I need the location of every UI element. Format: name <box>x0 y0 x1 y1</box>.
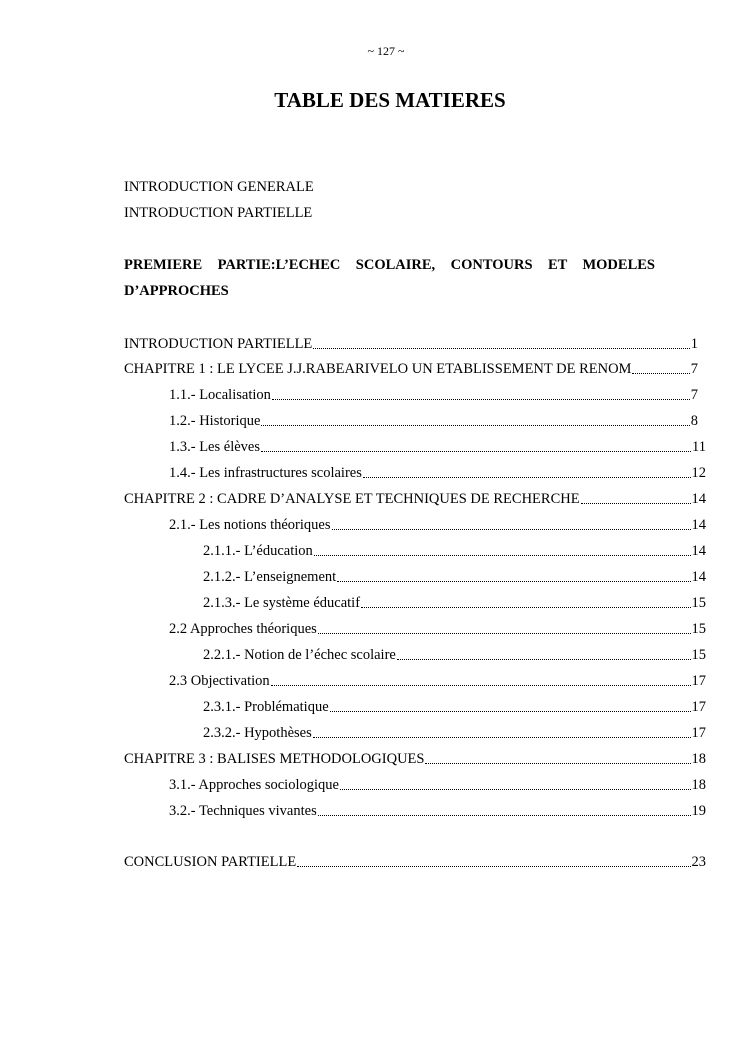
toc-entry-label: CHAPITRE 3 : BALISES METHODOLOGIQUES <box>124 751 425 767</box>
toc-entry-page: 17 <box>691 725 706 741</box>
toc-entry[interactable] <box>169 670 706 690</box>
toc-entry-label: CONCLUSION PARTIELLE <box>124 854 297 870</box>
toc-entry-page: 14 <box>691 543 706 559</box>
toc-entry[interactable] <box>203 696 706 716</box>
intro-general: INTRODUCTION GENERALE <box>124 179 314 195</box>
dot-leader <box>318 815 691 816</box>
toc-entry[interactable] <box>169 462 706 482</box>
toc-entry-label: 1.4.- Les infrastructures scolaires <box>169 465 362 481</box>
toc-entry-label: 3.2.- Techniques vivantes <box>169 803 317 819</box>
toc-entry-label: 3.1.- Approches sociologique <box>169 777 339 793</box>
dot-leader <box>363 477 691 478</box>
dot-leader <box>272 399 690 400</box>
toc-entry-label: 1.2.- Historique <box>169 413 261 429</box>
dot-leader <box>340 789 691 790</box>
dot-leader <box>425 763 690 764</box>
dot-leader <box>261 451 691 452</box>
toc-entry-label: 1.3.- Les élèves <box>169 439 260 455</box>
toc-entry-page: 7 <box>690 387 698 403</box>
toc-entry[interactable] <box>169 514 706 534</box>
toc-entry-label: 2.1.3.- Le système éducatif <box>203 595 361 611</box>
toc-entry-label: 2.1.1.- L’éducation <box>203 543 313 559</box>
toc-entry-page: 11 <box>692 439 706 455</box>
toc-entry-page: 18 <box>691 751 706 767</box>
toc-entry-page: 14 <box>691 569 706 585</box>
toc-entry-label: 1.1.- Localisation <box>169 387 271 403</box>
dot-leader <box>297 866 690 867</box>
toc-entry[interactable] <box>124 488 706 508</box>
toc-entry-page: 12 <box>691 465 706 481</box>
toc-entry-label: 2.3.2.- Hypothèses <box>203 725 312 741</box>
toc-entry[interactable] <box>203 566 706 586</box>
dot-leader <box>632 373 689 374</box>
toc-entry-page: 23 <box>691 854 706 870</box>
toc-entry-label: CHAPITRE 1 : LE LYCEE J.J.RABEARIVELO UN ETABLISSEMENT DE RENOM <box>124 361 632 377</box>
dot-leader <box>330 711 691 712</box>
toc-entry-page: 17 <box>691 699 706 715</box>
toc-entry[interactable] <box>203 540 706 560</box>
dot-leader <box>318 633 691 634</box>
toc-entry-label: 2.1.2.- L’enseignement <box>203 569 337 585</box>
dot-leader <box>361 607 690 608</box>
toc-entry[interactable] <box>124 333 698 353</box>
toc-entry-page: 17 <box>691 673 706 689</box>
toc-entry[interactable] <box>169 618 706 638</box>
page-title: TABLE DES MATIERES <box>274 88 506 112</box>
toc-entry[interactable] <box>124 748 706 768</box>
toc-entry-label: 2.3 Objectivation <box>169 673 270 689</box>
intro-partial: INTRODUCTION PARTIELLE <box>124 205 313 221</box>
page-number: ~ 127 ~ <box>367 44 405 58</box>
toc-entry-page: 18 <box>691 777 706 793</box>
toc-entry-page: 15 <box>691 647 706 663</box>
dot-leader <box>261 425 689 426</box>
part-heading: PREMIERE PARTIE:L’ECHEC SCOLAIRE, CONTOURS ET MODELES D’APPROCHES <box>124 257 655 299</box>
dot-leader <box>271 685 691 686</box>
toc-entry-page: 7 <box>690 361 698 377</box>
toc-entry-page: 19 <box>691 803 706 819</box>
toc-entry-page: 15 <box>691 621 706 637</box>
dot-leader <box>314 555 691 556</box>
toc-entry[interactable] <box>169 410 698 430</box>
toc-entry-label: INTRODUCTION PARTIELLE <box>124 336 313 352</box>
toc-entry-page: 8 <box>690 413 698 429</box>
toc-entry[interactable] <box>169 800 706 820</box>
toc-entry[interactable] <box>203 722 706 742</box>
toc-entry-label: 2.2.1.- Notion de l’échec scolaire <box>203 647 396 663</box>
toc-entry-page: 15 <box>691 595 706 611</box>
toc-entry-label: 2.2 Approches théoriques <box>169 621 317 637</box>
dot-leader <box>332 529 691 530</box>
toc-entry-page: 1 <box>690 336 698 352</box>
toc-entry[interactable] <box>124 851 706 871</box>
toc-entry[interactable] <box>124 358 698 378</box>
toc-entry-label: 2.3.1.- Problématique <box>203 699 329 715</box>
toc-entry-label: CHAPITRE 2 : CADRE D’ANALYSE ET TECHNIQUES DE RECHERCHE <box>124 491 580 507</box>
toc-entry[interactable] <box>203 592 706 612</box>
dot-leader <box>337 581 690 582</box>
dot-leader <box>397 659 691 660</box>
toc-entry-label: 2.1.- Les notions théoriques <box>169 517 331 533</box>
dot-leader <box>313 737 691 738</box>
dot-leader <box>313 348 689 349</box>
toc-entry[interactable] <box>169 384 698 404</box>
toc-entry[interactable] <box>169 436 706 456</box>
toc-entry[interactable] <box>169 774 706 794</box>
toc-entry[interactable] <box>203 644 706 664</box>
dot-leader <box>581 503 691 504</box>
toc-entry-page: 14 <box>691 517 706 533</box>
toc-entry-page: 14 <box>691 491 706 507</box>
